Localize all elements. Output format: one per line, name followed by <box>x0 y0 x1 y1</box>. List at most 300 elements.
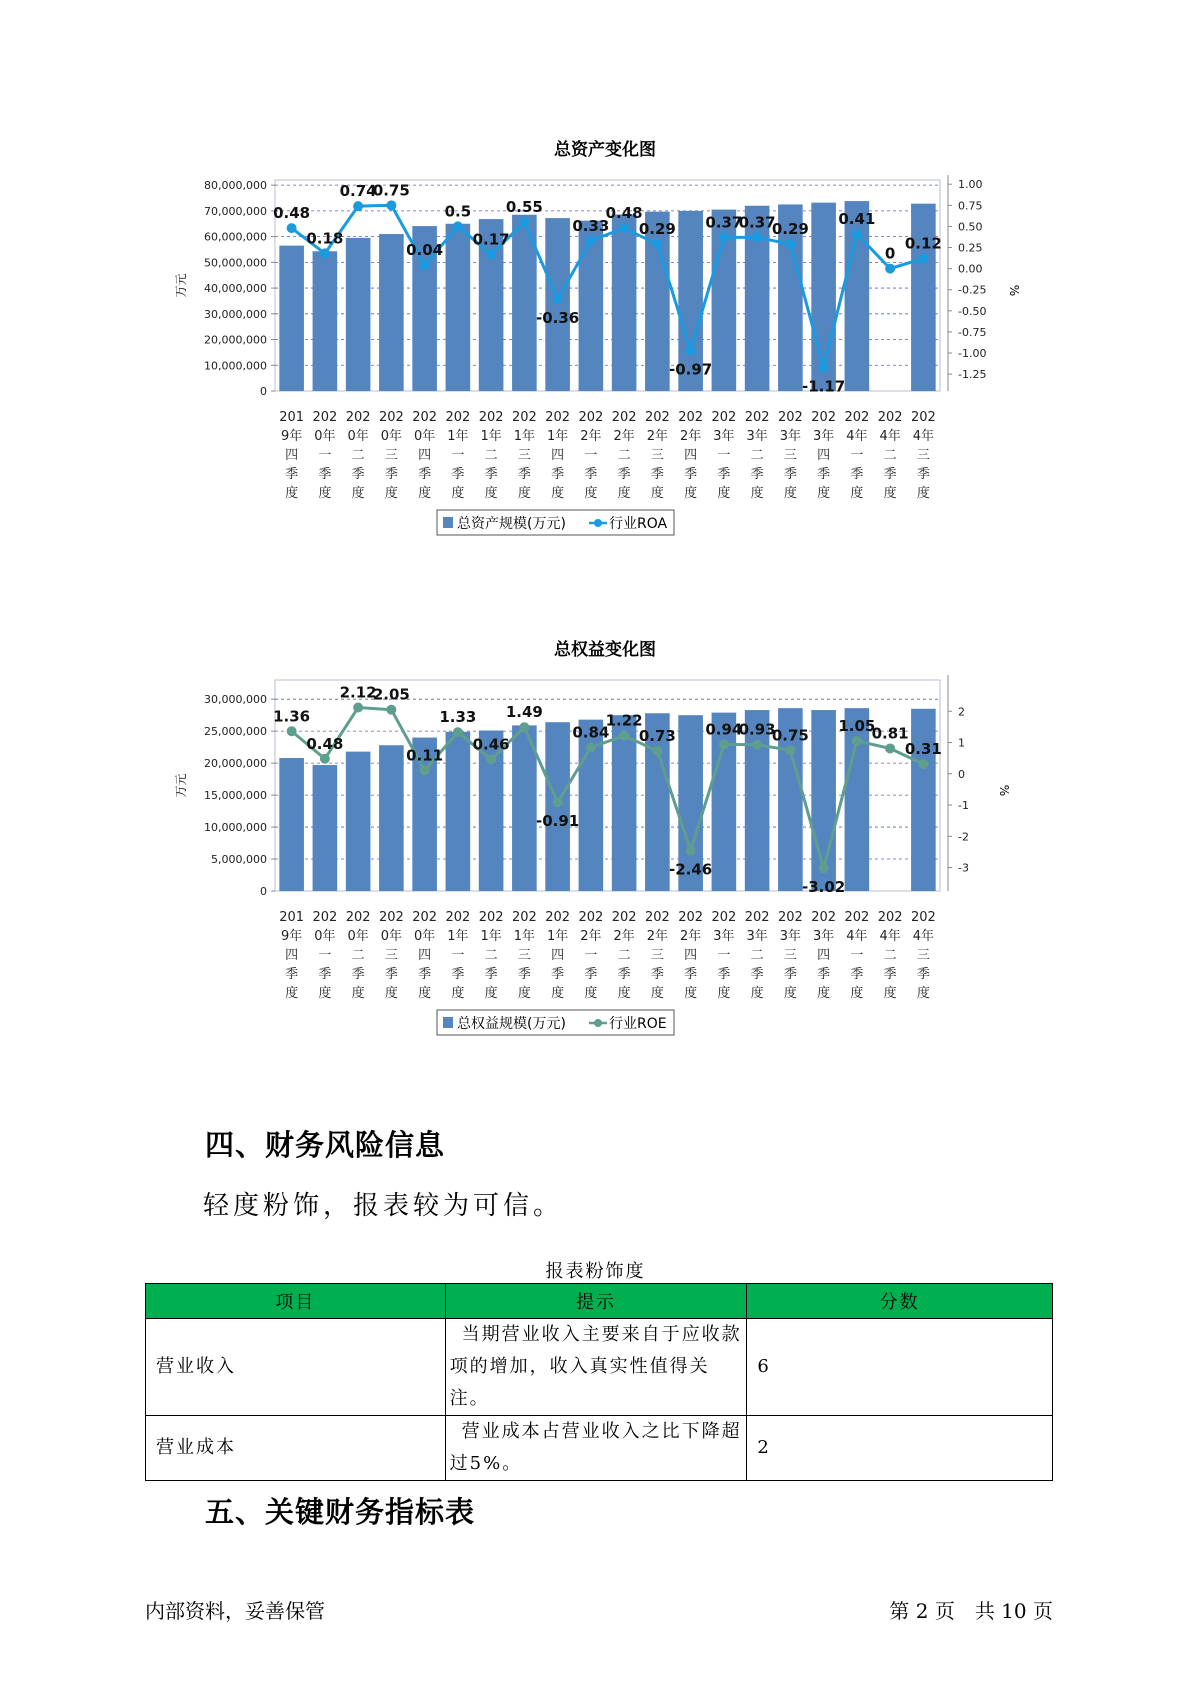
x-tick-label: 三 <box>783 948 797 963</box>
data-label: 0 <box>884 244 896 263</box>
x-tick-label: 4年 <box>912 929 935 944</box>
data-label: -0.36 <box>536 309 580 328</box>
x-tick-label: 度 <box>850 486 864 501</box>
x-tick-label: 季 <box>684 467 698 482</box>
y2-tick-label: -3 <box>958 861 969 875</box>
y-tick-label: 0 <box>260 385 267 398</box>
x-tick-label: 度 <box>750 486 764 501</box>
x-tick-label: 2年 <box>679 429 702 444</box>
y-axis-label: 万元 <box>174 273 188 298</box>
x-tick-label: 四 <box>285 948 299 963</box>
x-tick-label: 二 <box>617 948 631 963</box>
total-assets-chart-svg <box>150 140 1050 600</box>
x-tick-label: 度 <box>617 986 631 1001</box>
header-score: 分数 <box>747 1284 1053 1319</box>
x-tick-label: 2年 <box>646 929 669 944</box>
x-tick-label: 3年 <box>812 429 835 444</box>
y2-axis-label: % <box>997 784 1011 797</box>
x-tick-label: 0年 <box>380 429 403 444</box>
y-tick-label: 5,000,000 <box>211 853 267 867</box>
line-point <box>519 217 529 227</box>
bar <box>313 765 338 891</box>
legend-bar-label: 总资产规模(万元) <box>457 516 566 532</box>
data-label: 0.41 <box>838 210 876 229</box>
x-tick-label: 季 <box>285 467 299 482</box>
x-tick-label: 季 <box>717 967 731 982</box>
x-tick-label: 度 <box>517 986 531 1001</box>
x-tick-label: 二 <box>750 948 764 963</box>
bar <box>346 238 371 391</box>
line-point <box>785 239 795 249</box>
x-tick-label: 度 <box>817 986 831 1001</box>
y-tick-label: 40,000,000 <box>204 282 267 296</box>
y-tick-label: 30,000,000 <box>204 693 267 707</box>
x-tick-label: 三 <box>517 448 531 463</box>
y-tick-label: 0 <box>260 885 267 898</box>
data-label: -1.17 <box>802 377 846 396</box>
x-tick-label: 1年 <box>447 929 469 944</box>
x-tick-label: 度 <box>750 986 764 1001</box>
x-tick-label: 四 <box>684 948 698 963</box>
y2-tick-label: 0.00 <box>958 262 983 276</box>
x-tick-label: 1年 <box>480 929 502 944</box>
risk-summary: 轻度粉饰，报表较为可信。 <box>203 1191 564 1221</box>
x-tick-label: 3年 <box>713 929 735 944</box>
x-tick-label: 度 <box>285 486 299 501</box>
x-tick-label: 度 <box>916 986 930 1001</box>
x-tick-label: 202 <box>644 410 670 425</box>
y2-tick-label: 0.25 <box>958 241 983 255</box>
total-equity-chart-svg <box>150 640 1050 1100</box>
x-tick-label: 1年 <box>546 429 569 444</box>
line-point <box>353 703 363 713</box>
x-tick-label: 季 <box>384 467 398 482</box>
footer-left: 内部资料，妥善保管 <box>145 1599 325 1623</box>
x-tick-label: 二 <box>484 948 498 963</box>
x-tick-label: 202 <box>578 910 604 925</box>
data-label: 0.73 <box>638 726 676 745</box>
x-tick-label: 202 <box>345 410 371 425</box>
x-tick-label: 季 <box>617 467 631 482</box>
table-header-row <box>146 1284 1053 1319</box>
x-tick-label: 202 <box>678 910 704 925</box>
header-item: 项目 <box>146 1284 446 1319</box>
data-label: 0.74 <box>339 182 377 201</box>
x-tick-label: 四 <box>418 448 432 463</box>
y-tick-label: 10,000,000 <box>204 359 267 373</box>
legend-line-label: 行业ROE <box>609 1016 667 1032</box>
x-tick-label: 2年 <box>646 429 669 444</box>
bar <box>612 715 637 891</box>
x-tick-label: 二 <box>883 448 897 463</box>
data-label: 0.37 <box>705 213 743 232</box>
line-point <box>353 201 363 211</box>
bar <box>279 758 304 891</box>
y-tick-label: 30,000,000 <box>204 307 267 321</box>
y2-tick-label: 0.50 <box>958 220 983 234</box>
data-label: -0.97 <box>669 360 713 379</box>
data-label: 0.94 <box>705 720 743 739</box>
x-tick-label: 四 <box>817 948 831 963</box>
x-tick-label: 季 <box>551 967 565 982</box>
bar <box>313 251 338 391</box>
x-tick-label: 度 <box>783 986 797 1001</box>
x-tick-label: 三 <box>783 448 797 463</box>
x-tick-label: 202 <box>910 910 936 925</box>
y-tick-label: 25,000,000 <box>204 725 267 739</box>
x-tick-label: 1年 <box>447 429 469 444</box>
x-tick-label: 202 <box>412 910 438 925</box>
x-tick-label: 4年 <box>879 429 901 444</box>
x-tick-label: 二 <box>484 448 498 463</box>
x-tick-label: 9年 <box>280 929 303 944</box>
data-label: 0.81 <box>871 724 909 743</box>
x-tick-label: 季 <box>850 467 864 482</box>
x-tick-label: 1年 <box>546 929 569 944</box>
data-label: 0.46 <box>472 735 510 754</box>
header-hint: 提示 <box>445 1284 747 1319</box>
row-hint: 当期营业收入主要来自于应收款项的增加，收入真实性值得关注。 <box>445 1319 747 1416</box>
x-tick-label: 202 <box>345 910 371 925</box>
line-point <box>287 726 297 736</box>
line-point <box>885 264 895 274</box>
line-point <box>386 705 396 715</box>
x-tick-label: 202 <box>744 910 770 925</box>
x-tick-label: 季 <box>817 467 831 482</box>
data-label: 0.93 <box>738 720 776 739</box>
data-label: 0.11 <box>406 746 444 765</box>
data-label: 0.37 <box>738 213 776 232</box>
x-tick-label: 0年 <box>347 929 369 944</box>
x-tick-label: 度 <box>318 486 332 501</box>
x-tick-label: 202 <box>578 410 604 425</box>
line-point <box>719 739 729 749</box>
x-tick-label: 季 <box>916 967 930 982</box>
x-tick-label: 二 <box>351 448 365 463</box>
data-label: -3.02 <box>802 878 846 897</box>
x-tick-label: 季 <box>384 967 398 982</box>
x-tick-label: 一 <box>584 948 598 963</box>
x-tick-label: 季 <box>883 967 897 982</box>
row-item: 营业成本 <box>146 1416 446 1481</box>
legend-line-marker <box>594 1019 602 1027</box>
footer-page-number: 第 2 页 共 10 页 <box>889 1599 1053 1623</box>
x-tick-label: 202 <box>445 410 471 425</box>
data-label: 2.05 <box>372 685 410 704</box>
data-label: 0.29 <box>638 220 676 239</box>
x-tick-label: 2年 <box>580 429 602 444</box>
x-tick-label: 季 <box>418 967 432 982</box>
row-item: 营业收入 <box>146 1319 446 1416</box>
y-tick-label: 70,000,000 <box>204 204 267 218</box>
x-tick-label: 202 <box>445 910 471 925</box>
x-tick-label: 0年 <box>347 429 369 444</box>
chart-title: 总资产变化图 <box>554 140 656 160</box>
x-tick-label: 1年 <box>513 929 536 944</box>
x-tick-label: 202 <box>678 410 704 425</box>
line-point <box>686 345 696 355</box>
x-tick-label: 202 <box>312 910 338 925</box>
data-label: -0.91 <box>536 812 580 831</box>
bar <box>579 221 604 391</box>
data-label: 0.48 <box>605 204 643 223</box>
x-tick-label: 季 <box>617 967 631 982</box>
x-tick-label: 度 <box>418 986 432 1001</box>
y2-tick-label: -1 <box>958 799 969 813</box>
x-tick-label: 3年 <box>779 929 802 944</box>
data-label: 0.5 <box>444 202 472 221</box>
row-score: 6 <box>747 1319 1053 1416</box>
section-4-heading: 四、财务风险信息 <box>205 1128 446 1162</box>
x-tick-label: 季 <box>717 467 731 482</box>
section-5-heading: 五、关键财务指标表 <box>205 1495 476 1529</box>
x-tick-label: 度 <box>817 486 831 501</box>
x-tick-label: 201 <box>279 410 305 425</box>
legend-line-label: 行业ROA <box>609 516 668 532</box>
x-tick-label: 度 <box>318 986 332 1001</box>
line-point <box>652 239 662 249</box>
line-point <box>852 229 862 239</box>
row-hint: 营业成本占营业收入之比下降超过5%。 <box>445 1416 747 1481</box>
x-tick-label: 度 <box>684 486 698 501</box>
y-axis-label: 万元 <box>174 773 188 798</box>
x-tick-label: 度 <box>418 486 432 501</box>
x-tick-label: 202 <box>611 910 637 925</box>
x-tick-label: 度 <box>384 986 398 1001</box>
bar <box>279 246 304 391</box>
y-tick-label: 50,000,000 <box>204 256 267 270</box>
line-point <box>320 248 330 258</box>
y-tick-label: 10,000,000 <box>204 821 267 835</box>
legend-bar-swatch <box>443 1017 453 1028</box>
x-tick-label: 季 <box>584 467 598 482</box>
line-point <box>918 253 928 263</box>
x-tick-label: 度 <box>351 486 365 501</box>
data-label: 1.22 <box>605 711 643 730</box>
y2-tick-label: 0.75 <box>958 199 983 213</box>
x-tick-label: 一 <box>717 448 731 463</box>
table-caption: 报表粉饰度 <box>545 1261 646 1282</box>
bar <box>446 224 471 391</box>
x-tick-label: 度 <box>584 986 598 1001</box>
x-tick-label: 3年 <box>713 429 735 444</box>
row-score: 2 <box>747 1416 1053 1481</box>
line-point <box>420 260 430 270</box>
data-label: 0.29 <box>771 220 809 239</box>
x-tick-label: 202 <box>844 410 870 425</box>
x-tick-label: 季 <box>551 467 565 482</box>
y2-tick-label: 2 <box>958 705 965 719</box>
x-tick-label: 一 <box>451 448 465 463</box>
x-tick-label: 度 <box>783 486 797 501</box>
x-tick-label: 季 <box>750 467 764 482</box>
legend-bar-swatch <box>443 517 453 528</box>
x-tick-label: 201 <box>279 910 305 925</box>
y-tick-label: 80,000,000 <box>204 179 267 193</box>
y2-tick-label: 1.00 <box>958 178 983 192</box>
x-tick-label: 3年 <box>779 429 802 444</box>
line-point <box>885 743 895 753</box>
y2-tick-label: -1.00 <box>958 347 987 361</box>
x-tick-label: 一 <box>584 448 598 463</box>
x-tick-label: 0年 <box>314 429 336 444</box>
x-tick-label: 季 <box>517 467 531 482</box>
x-tick-label: 一 <box>850 948 864 963</box>
line-point <box>453 727 463 737</box>
x-tick-label: 一 <box>451 948 465 963</box>
x-tick-label: 202 <box>877 910 903 925</box>
x-tick-label: 2年 <box>580 929 602 944</box>
line-point <box>320 754 330 764</box>
data-label: 0.55 <box>505 198 543 217</box>
x-tick-label: 度 <box>850 986 864 1001</box>
x-tick-label: 202 <box>312 410 338 425</box>
legend-line-marker <box>594 519 602 527</box>
x-tick-label: 度 <box>484 986 498 1001</box>
x-tick-label: 季 <box>285 967 299 982</box>
bar <box>911 709 936 891</box>
line-point <box>586 236 596 246</box>
line-point <box>619 223 629 233</box>
data-label: 0.31 <box>904 740 942 759</box>
x-tick-label: 四 <box>684 448 698 463</box>
x-tick-label: 202 <box>844 910 870 925</box>
data-label: 1.36 <box>273 707 311 726</box>
x-tick-label: 2年 <box>679 929 702 944</box>
y-tick-label: 60,000,000 <box>204 230 267 244</box>
x-tick-label: 四 <box>285 448 299 463</box>
y2-tick-label: 1 <box>958 736 965 750</box>
x-tick-label: 季 <box>451 967 465 982</box>
x-tick-label: 二 <box>883 948 897 963</box>
x-tick-label: 季 <box>883 467 897 482</box>
data-label: 0.75 <box>771 726 809 745</box>
y-tick-label: 20,000,000 <box>204 757 267 771</box>
x-tick-label: 四 <box>418 948 432 963</box>
x-tick-label: 季 <box>783 967 797 982</box>
x-tick-label: 1年 <box>480 429 502 444</box>
x-tick-label: 季 <box>783 467 797 482</box>
x-tick-label: 三 <box>916 948 930 963</box>
line-point <box>819 362 829 372</box>
x-tick-label: 202 <box>611 410 637 425</box>
x-tick-label: 四 <box>551 448 565 463</box>
y2-tick-label: -1.25 <box>958 368 987 382</box>
line-point <box>719 232 729 242</box>
line-point <box>553 797 563 807</box>
x-tick-label: 季 <box>418 467 432 482</box>
y2-tick-label: -2 <box>958 830 969 844</box>
x-tick-label: 度 <box>883 986 897 1001</box>
x-tick-label: 度 <box>285 986 299 1001</box>
x-tick-label: 202 <box>412 410 438 425</box>
x-tick-label: 季 <box>318 967 332 982</box>
x-tick-label: 度 <box>551 986 565 1001</box>
x-tick-label: 4年 <box>912 429 935 444</box>
bar <box>911 204 936 391</box>
x-tick-label: 三 <box>916 448 930 463</box>
x-tick-label: 度 <box>717 986 731 1001</box>
line-point <box>619 731 629 741</box>
table-row <box>146 1319 1053 1416</box>
x-tick-label: 4年 <box>846 429 868 444</box>
x-tick-label: 202 <box>811 410 837 425</box>
x-tick-label: 季 <box>916 467 930 482</box>
x-tick-label: 三 <box>650 948 664 963</box>
x-tick-label: 度 <box>584 486 598 501</box>
y2-axis-label: % <box>1007 284 1021 297</box>
x-tick-label: 季 <box>517 967 531 982</box>
line-point <box>752 740 762 750</box>
data-label: 0.04 <box>406 241 444 260</box>
x-tick-label: 三 <box>517 948 531 963</box>
x-tick-label: 202 <box>811 910 837 925</box>
bar <box>612 214 637 391</box>
bar <box>379 234 404 391</box>
table-row <box>146 1416 1053 1481</box>
data-label: 0.75 <box>372 181 410 200</box>
x-tick-label: 度 <box>551 486 565 501</box>
data-label: -2.46 <box>669 860 713 879</box>
x-tick-label: 3年 <box>746 929 768 944</box>
x-tick-label: 9年 <box>280 429 303 444</box>
line-point <box>652 746 662 756</box>
x-tick-label: 度 <box>484 486 498 501</box>
x-tick-label: 季 <box>850 967 864 982</box>
x-tick-label: 202 <box>711 410 737 425</box>
x-tick-label: 季 <box>650 967 664 982</box>
x-tick-label: 一 <box>318 448 332 463</box>
line-point <box>553 294 563 304</box>
x-tick-label: 202 <box>478 910 504 925</box>
bar <box>379 745 404 891</box>
line-point <box>453 221 463 231</box>
y2-tick-label: -0.50 <box>958 304 987 318</box>
x-tick-label: 一 <box>318 948 332 963</box>
x-tick-label: 度 <box>717 486 731 501</box>
x-tick-label: 202 <box>545 410 571 425</box>
line-point <box>486 249 496 259</box>
x-tick-label: 季 <box>817 967 831 982</box>
x-tick-label: 度 <box>451 486 465 501</box>
x-tick-label: 季 <box>451 467 465 482</box>
bar <box>845 708 870 891</box>
x-tick-label: 0年 <box>413 429 436 444</box>
x-tick-label: 202 <box>378 910 404 925</box>
x-tick-label: 202 <box>777 410 803 425</box>
x-tick-label: 四 <box>551 948 565 963</box>
x-tick-label: 4年 <box>879 929 901 944</box>
data-label: 1.33 <box>439 708 477 727</box>
x-tick-label: 季 <box>318 467 332 482</box>
y-tick-label: 15,000,000 <box>204 789 267 803</box>
x-tick-label: 度 <box>384 486 398 501</box>
data-label: 0.17 <box>472 230 510 249</box>
x-tick-label: 1年 <box>513 429 536 444</box>
x-tick-label: 202 <box>777 910 803 925</box>
x-tick-label: 4年 <box>846 929 868 944</box>
x-tick-label: 季 <box>351 967 365 982</box>
line-point <box>852 736 862 746</box>
x-tick-label: 季 <box>584 967 598 982</box>
y2-tick-label: 0 <box>958 767 965 781</box>
x-tick-label: 0年 <box>413 929 436 944</box>
x-tick-label: 0年 <box>380 929 403 944</box>
x-tick-label: 0年 <box>314 929 336 944</box>
data-label: 0.18 <box>306 229 344 248</box>
bar <box>346 752 371 891</box>
x-tick-label: 202 <box>478 410 504 425</box>
